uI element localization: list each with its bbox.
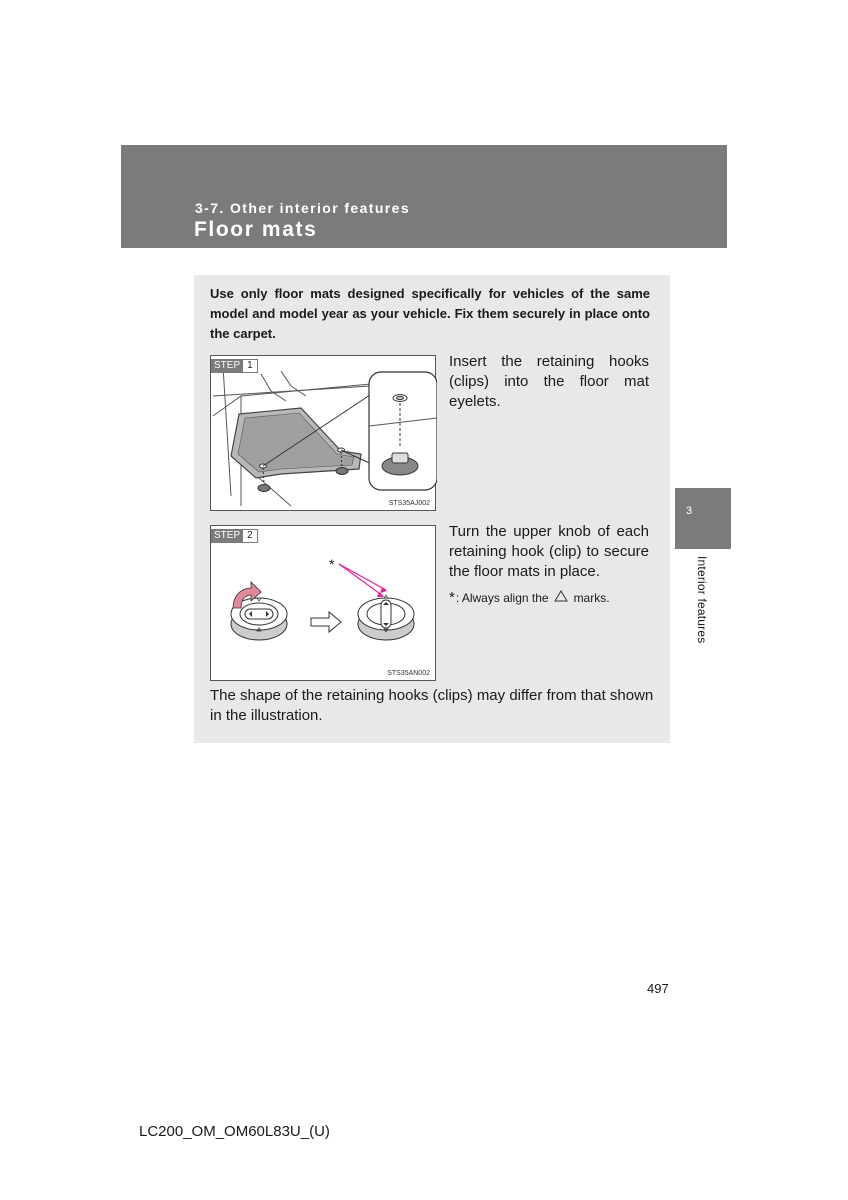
chapter-header bbox=[121, 145, 727, 248]
right-arrow-icon bbox=[311, 612, 341, 632]
triangle-mark-icon bbox=[554, 590, 568, 605]
step1-instruction: Insert the retaining hooks (clips) into the floor mat eyelets. bbox=[449, 353, 649, 410]
alignment-note bbox=[449, 589, 610, 606]
figure-code-1: STS35AJ002 bbox=[388, 500, 430, 507]
note-suffix: marks. bbox=[573, 590, 610, 605]
step-tag-1: STEP 1 bbox=[211, 359, 258, 373]
intro-warning: Use only floor mats designed specifically for vehicles of the same model and model year as your vehicle. Fix them securely in place onto the carpet. bbox=[210, 286, 650, 341]
step2-instruction: Turn the upper knob of each retaining hook (clip) to secure the floor mats in place. bbox=[449, 523, 649, 580]
step1-illustration bbox=[210, 355, 436, 511]
asterisk-marker: * bbox=[329, 556, 335, 572]
chapter-tab bbox=[675, 488, 731, 549]
document-code: LC200_OM_OM60L83U_(U) bbox=[139, 1123, 330, 1140]
step2-illustration bbox=[210, 525, 436, 681]
retaining-hook-drawing bbox=[211, 526, 437, 682]
shape-disclaimer: The shape of the retaining hooks (clips) may differ from that shown in the illustration. bbox=[210, 687, 654, 724]
section-label: 3-7. Other interior features bbox=[195, 200, 411, 216]
page-number: 497 bbox=[647, 981, 669, 996]
chapter-label: Interior features bbox=[695, 556, 709, 644]
note-marker: * bbox=[449, 589, 455, 606]
figure-code-2: STS35AN002 bbox=[387, 670, 430, 677]
floor-mat-drawing bbox=[211, 356, 437, 512]
chapter-number: 3 bbox=[685, 505, 693, 517]
page-title: Floor mats bbox=[194, 218, 318, 241]
content-box bbox=[194, 275, 670, 743]
step-tag-2: STEP 2 bbox=[211, 529, 258, 543]
note-prefix: : Always align the bbox=[455, 590, 549, 605]
